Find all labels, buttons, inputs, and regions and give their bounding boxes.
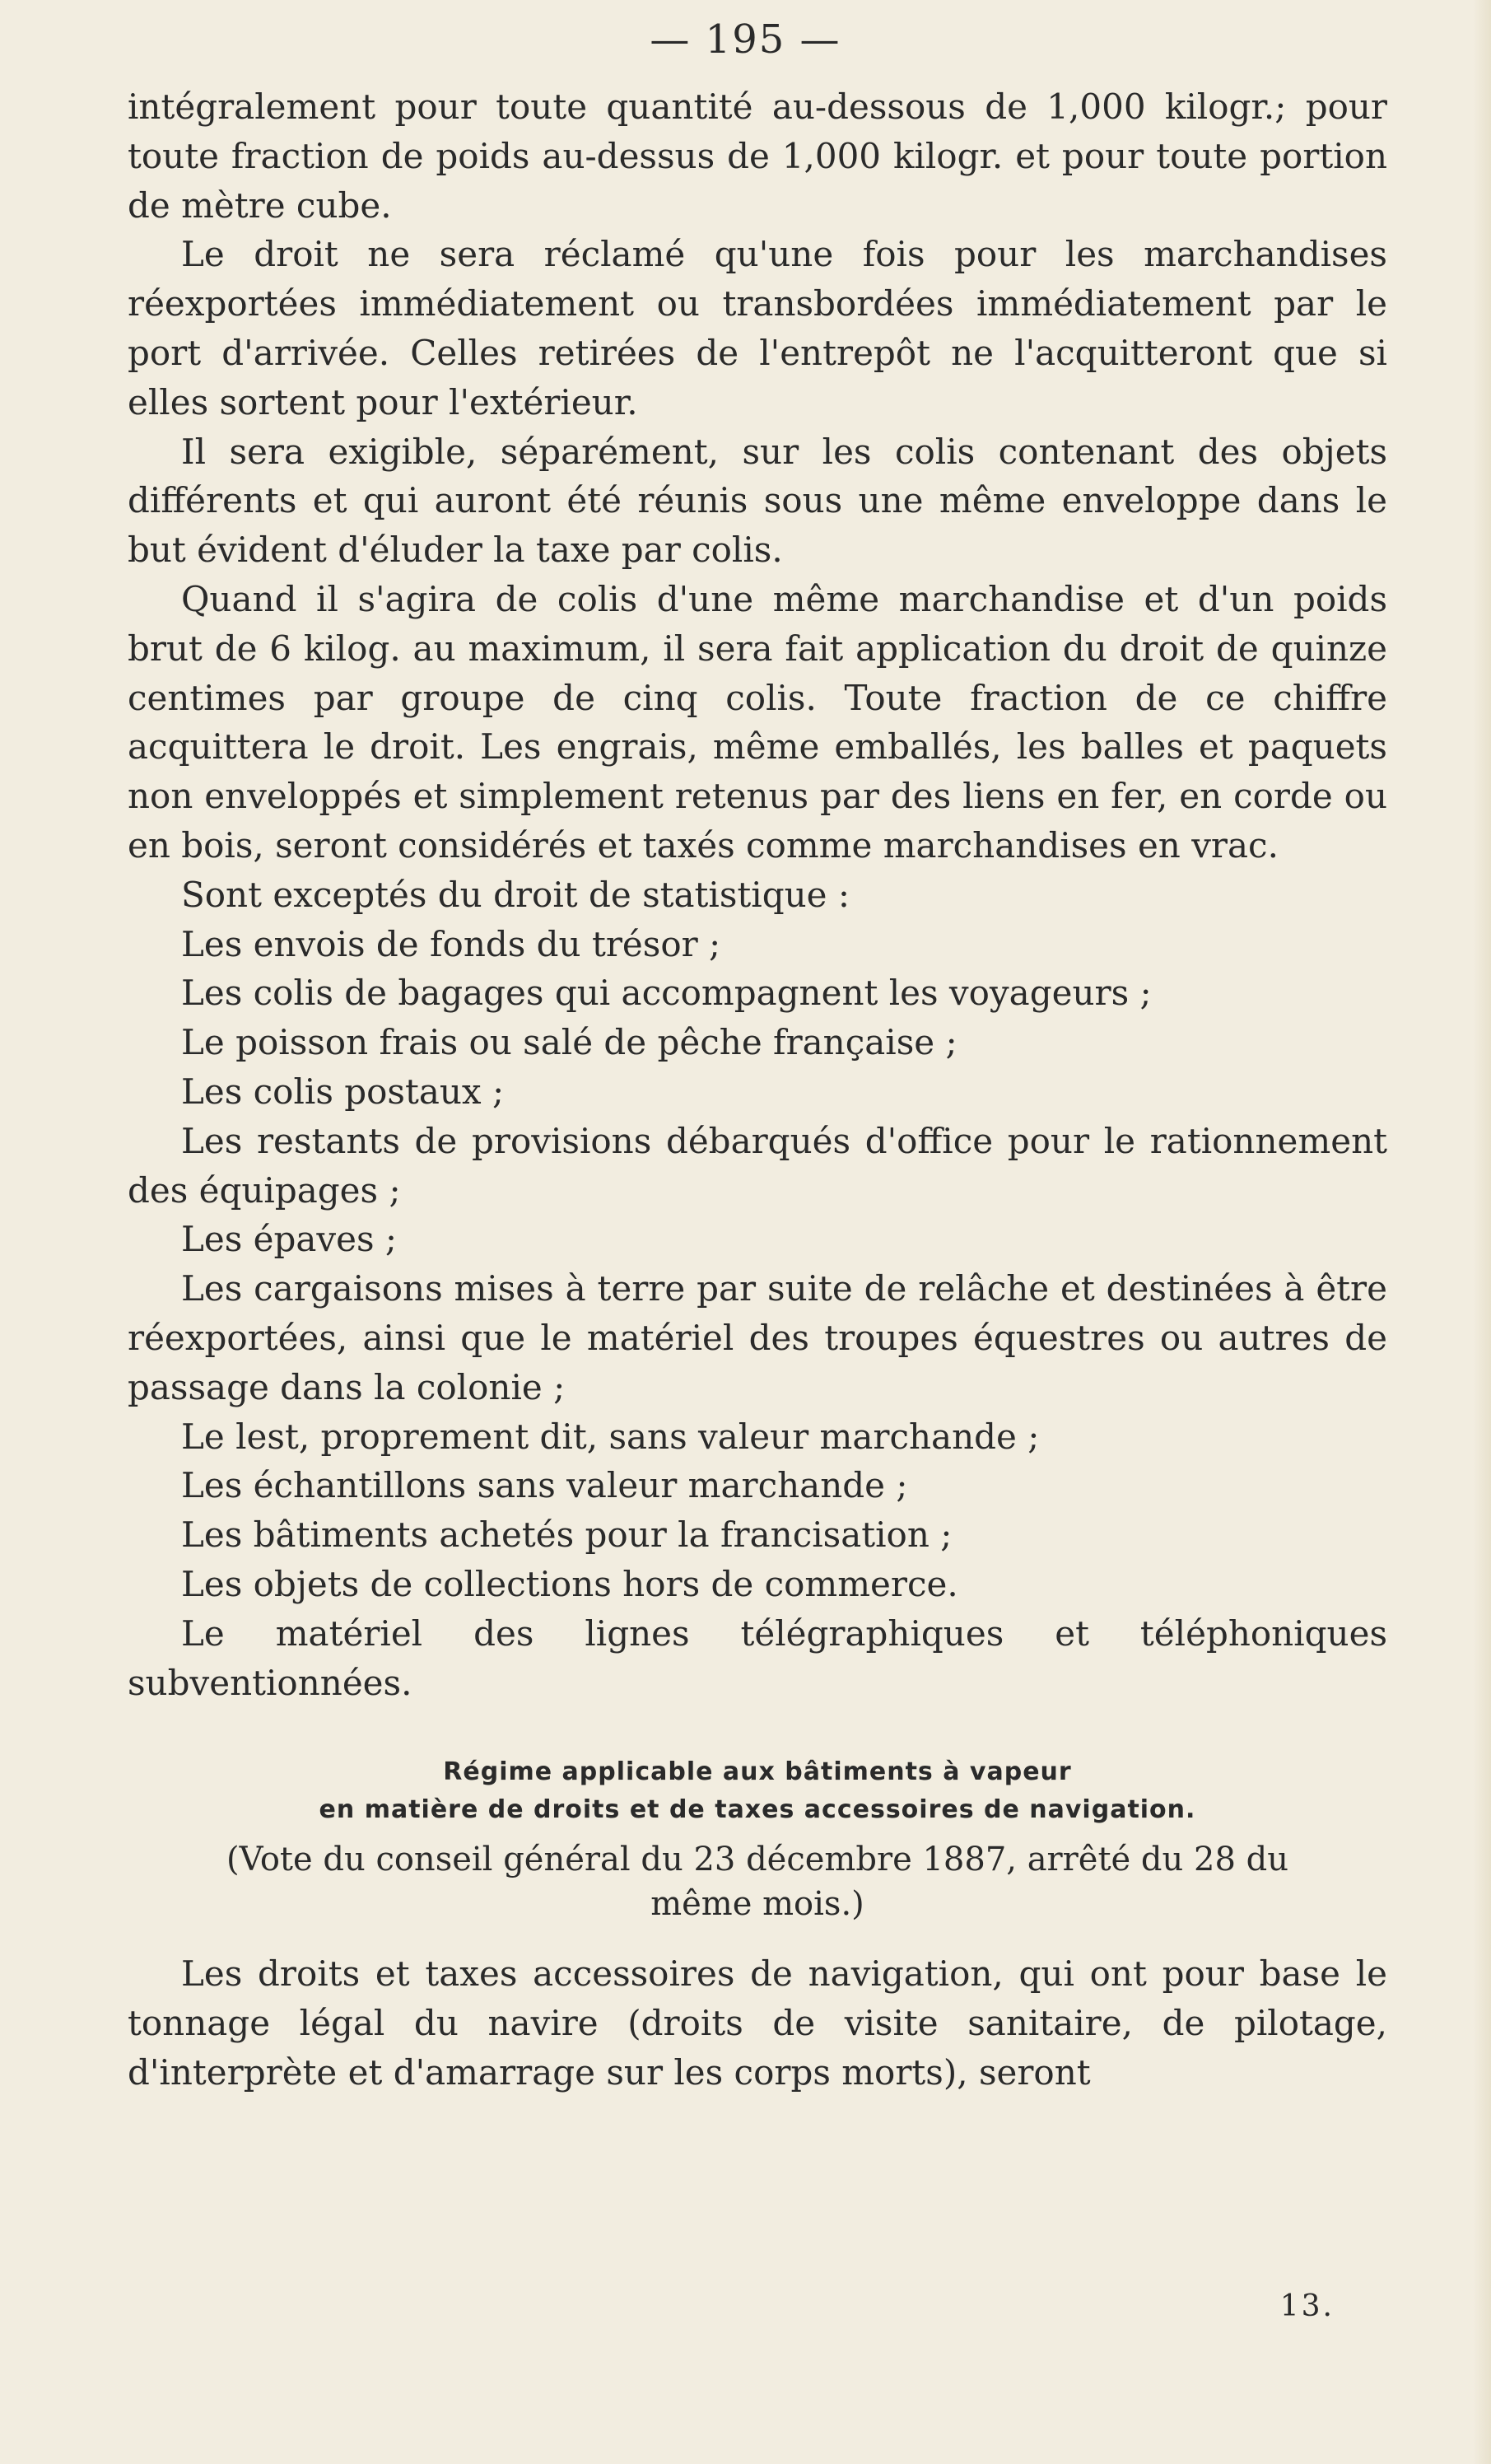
vote-note: (Vote du conseil général du 23 décembre 1887, arrêté du 28 du même mois.) [226, 1841, 1288, 1924]
list-item: Les colis postaux ; [181, 1071, 505, 1112]
list-item: Les échantillons sans valeur marchande ; [181, 1465, 908, 1506]
list-item: Le poisson frais ou salé de pêche française ; [181, 1022, 958, 1063]
paragraph: Sont exceptés du droit de statistique : [181, 874, 850, 915]
list-item: Le lest, proprement dit, sans valeur marchande ; [181, 1416, 1040, 1457]
list-item: Les bâtiments achetés pour la francisation ; [181, 1514, 953, 1556]
paragraph-continuation: intégralement pour toute quantité au-dessous de 1,000 kilogr.; pour toute fraction de poids au-dessus de 1,000 kilogr. et pour toute portion de mètre cube. [128, 86, 1387, 226]
page-number: — 195 — [650, 16, 841, 63]
paragraph: Les droits et taxes accessoires de navigation, qui ont pour base le tonnage légal du navire (droits de visite sanitaire, de pilotage, d'interprète et d'amarrage sur les corps morts), seront [128, 1953, 1387, 2093]
list-item: Les épaves ; [181, 1219, 398, 1260]
paragraph: Il sera exigible, séparément, sur les colis contenant des objets différents et qui auront été réunis sous une même enveloppe dans le but évident d'éluder la taxe par colis. [128, 431, 1387, 571]
paragraph: Quand il s'agira de colis d'une même marchandise et d'un poids brut de 6 kilog. au maximum, il sera fait application du droit de quinze centimes par groupe de cinq colis. Toute fraction de ce chiffre acquittera le droit. Les engrais, même emballés, les balles et paquets non enveloppés et simplement retenus par des liens en fer, en corde ou en bois, seront considérés et taxés comme marchandises en vrac. [128, 578, 1387, 866]
section-heading-line: en matière de droits et de taxes accessoires de navigation. [319, 1795, 1196, 1825]
section-heading [128, 1753, 1387, 1829]
body-text [128, 82, 1387, 2098]
section-heading-line: Régime applicable aux bâtiments à vapeur [443, 1757, 1072, 1787]
list-item: Les envois de fonds du trésor ; [181, 923, 721, 964]
list-item: Les restants de provisions débarqués d'office pour le rationnement des équipages ; [128, 1120, 1387, 1211]
list-item: Les cargaisons mises à terre par suite de relâche et destinées à être réexportées, ainsi que le matériel des troupes équestres ou autres de passage dans la colonie ; [128, 1268, 1387, 1407]
signature-mark: 13. [1279, 2289, 1335, 2323]
list-item: Les objets de collections hors de commerce. [181, 1563, 958, 1604]
list-item: Le matériel des lignes télégraphiques et téléphoniques subventionnées. [128, 1612, 1387, 1703]
list-item: Les colis de bagages qui accompagnent les voyageurs ; [181, 973, 1152, 1014]
paragraph: Le droit ne sera réclamé qu'une fois pour les marchandises réexportées immédiatement ou transbordées immédiatement par le port d'arrivée. Celles retirées de l'entrepôt ne l'acquitteront que si elles sortent pour l'extérieur. [128, 234, 1387, 422]
page-edge-shadow [1473, 0, 1491, 2464]
